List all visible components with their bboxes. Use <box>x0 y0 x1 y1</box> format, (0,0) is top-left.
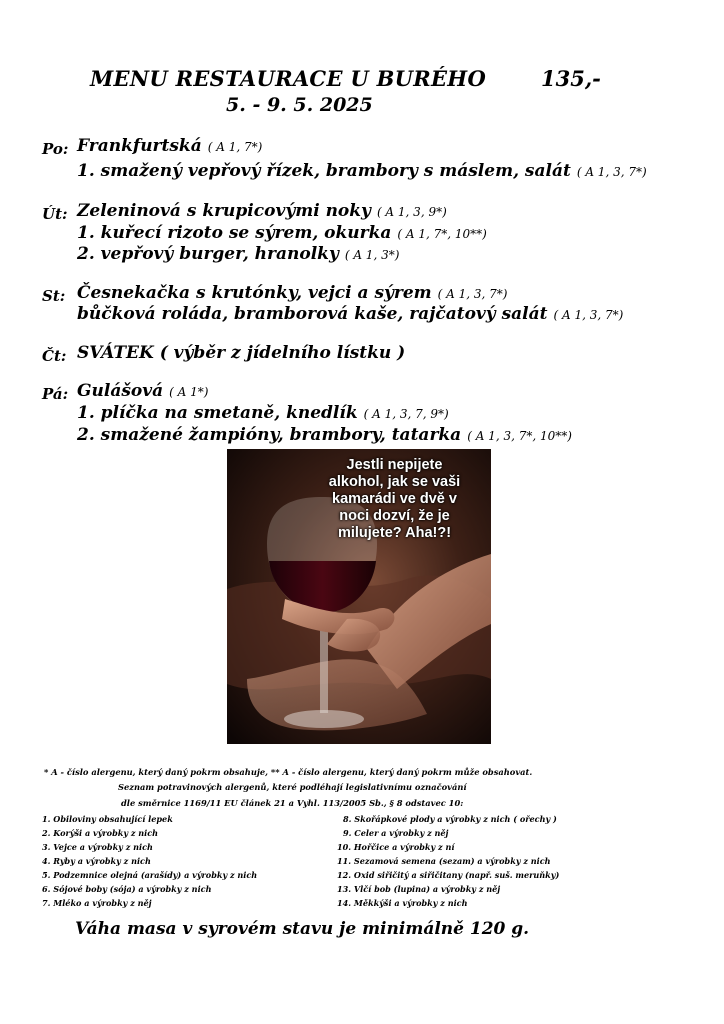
menu-item <box>77 136 262 156</box>
allergen-codes: ( A 1, 3*) <box>344 248 400 262</box>
dish-name: 1. smažený vepřový řízek, brambory s máslem, salát <box>77 161 571 181</box>
menu-price: 135,- <box>541 66 601 91</box>
dish-name: 2. smažené žampióny, brambory, tatarka <box>77 425 462 445</box>
allergen-list-item: 5. Podzemnice olejná (arašídy) a výrobky z nich <box>42 870 258 880</box>
menu-dates: 5. - 9. 5. 2025 <box>226 94 373 116</box>
menu-item <box>77 403 449 423</box>
allergen-list-item: 4. Ryby a výrobky z nich <box>42 856 151 866</box>
menu-item <box>77 161 647 181</box>
dish-name: Frankfurtská <box>77 136 202 156</box>
menu-item <box>77 425 572 445</box>
allergen-list-item: 7. Mléko a výrobky z něj <box>42 898 152 908</box>
dish-name: Gulášová <box>77 381 164 401</box>
allergen-list-item: 12. Oxid siřičitý a siřičitany (např. suš. meruňky) <box>337 870 560 880</box>
allergen-list-item: 6. Sójové boby (sója) a výrobky z nich <box>42 884 212 894</box>
allergen-codes: ( A 1, 7*) <box>207 140 263 154</box>
dish-name: Česnekačka s krutónky, vejci a sýrem <box>77 283 432 303</box>
allergen-codes: ( A 1*) <box>169 385 209 399</box>
menu-item <box>77 381 208 401</box>
allergen-note: * A - číslo alergenu, který daný pokrm obsahuje, ** A - číslo alergenu, který daný pokrm může obsahovat. <box>44 767 533 777</box>
allergen-list-item: 14. Měkkýši a výrobky z nich <box>337 898 468 908</box>
day-label-tuesday: Út: <box>42 205 68 223</box>
menu-item <box>77 223 487 243</box>
allergen-list-item: 8. Skořápkové plody a výrobky z nich ( ořechy ) <box>343 814 557 824</box>
allergen-list-item: 13. Vlčí bob (lupina) a výrobky z něj <box>337 884 501 894</box>
wine-glass-photo <box>227 449 491 744</box>
menu-item <box>77 283 508 303</box>
menu-item <box>77 244 399 264</box>
dish-name: Zeleninová s krupicovými noky <box>77 201 371 221</box>
allergen-note: Seznam potravinových alergenů, které podléhají legislativnímu označování <box>118 782 467 792</box>
allergen-list-item: 10. Hořčice a výrobky z ní <box>337 842 455 852</box>
dish-name: bůčková roláda, bramborová kaše, rajčatový salát <box>77 304 548 324</box>
dish-name: 2. vepřový burger, hranolky <box>77 244 339 264</box>
dish-name: 1. kuřecí rizoto se sýrem, okurka <box>77 223 392 243</box>
allergen-codes: ( A 1, 3, 7, 9*) <box>363 407 449 421</box>
allergen-list-item: 9. Celer a výrobky z něj <box>343 828 449 838</box>
allergen-list-item: 2. Korýši a výrobky z nich <box>42 828 159 838</box>
menu-item <box>77 343 405 363</box>
allergen-codes: ( A 1, 3, 7*) <box>576 165 647 179</box>
allergen-note: dle směrnice 1169/11 EU článek 21 a Vyhl. 113/2005 Sb., § 8 odstavec 10: <box>121 798 464 808</box>
menu-item <box>77 304 623 324</box>
allergen-list-item: 11. Sezamová semena (sezam) a výrobky z nich <box>337 856 551 866</box>
allergen-codes: ( A 1, 3, 9*) <box>376 205 447 219</box>
dish-name: SVÁTEK ( výběr z jídelního lístku ) <box>77 343 406 363</box>
allergen-codes: ( A 1, 7*, 10**) <box>397 227 487 241</box>
day-label-wednesday: St: <box>42 287 66 305</box>
day-label-friday: Pá: <box>42 385 69 403</box>
day-label-thursday: Čt: <box>42 347 67 365</box>
photo-caption: Jestli nepijete alkohol, jak se vaši kamarádi ve dvě v noci dozví, že je milujete? Aha!?! <box>328 457 461 541</box>
allergen-codes: ( A 1, 3, 7*) <box>553 308 624 322</box>
allergen-list-item: 1. Obiloviny obsahující lepek <box>42 814 173 824</box>
allergen-codes: ( A 1, 3, 7*, 10**) <box>467 429 572 443</box>
dish-name: 1. plíčka na smetaně, knedlík <box>77 403 358 423</box>
allergen-list-item: 3. Vejce a výrobky z nich <box>42 842 153 852</box>
meat-weight-note: Váha masa v syrovém stavu je minimálně 120 g. <box>75 919 530 939</box>
menu-item <box>77 201 447 221</box>
menu-title: MENU RESTAURACE U BURÉHO <box>90 66 487 91</box>
allergen-codes: ( A 1, 3, 7*) <box>437 287 508 301</box>
day-label-monday: Po: <box>42 140 69 158</box>
